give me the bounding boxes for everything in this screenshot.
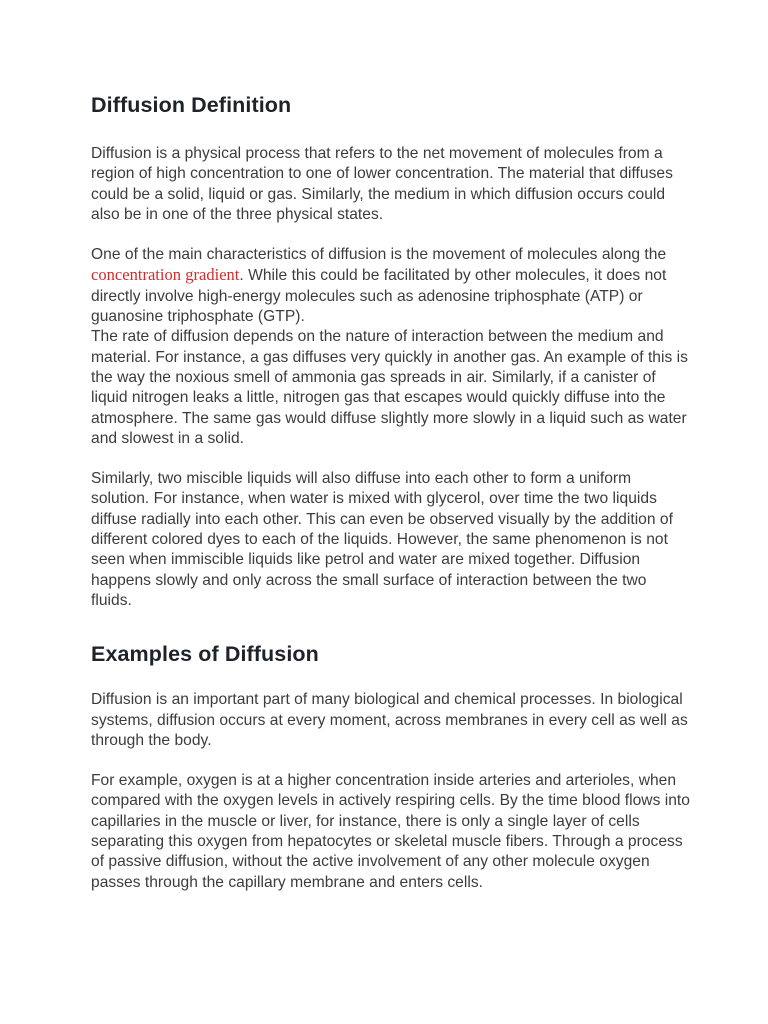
paragraph-characteristics-text-end: . While this could be facilitated by other molecules, it does not directly involve high-energy molecules such as adenosine triphosphate (ATP) or guanosine triphosphate (GTP). [91, 267, 667, 326]
paragraph-oxygen-example: For example, oxygen is at a higher concentration inside arteries and arterioles, when compared with the oxygen levels in actively respiring cells. By the time blood flows into capillaries in the muscle or liver, for instance, there is only a single layer of cells separating this oxygen from hepatocytes or skeletal muscle fibers. Through a process of passive diffusion, without the active involvement of any other molecule oxygen passes through the capillary membrane and enters cells. [91, 772, 690, 891]
paragraph-examples-intro: Diffusion is an important part of many biological and chemical processes. In biological systems, diffusion occurs at every moment, across membranes in every cell as well as through the body. [91, 691, 688, 749]
section-examples-heading-wrap [91, 637, 691, 690]
paragraph-characteristics-text-start: One of the main characteristics of diffusion is the movement of molecules along the [91, 246, 667, 264]
section-heading-diffusion-definition: Diffusion Definition [91, 93, 292, 117]
paragraph-definition-intro: Diffusion is a physical process that refers to the net movement of molecules from a region of high concentration to one of lower concentration. The material that diffuses could be a solid, liquid or gas. Similarly, the medium in which diffusion occurs could also be in one of the three physical states. [91, 145, 673, 223]
paragraph-characteristics [91, 245, 691, 327]
concentration-gradient-link[interactable]: concentration gradient [91, 265, 240, 285]
paragraph-rate-of-diffusion: The rate of diffusion depends on the nature of interaction between the medium and material. For instance, a gas diffuses very quickly in another gas. An example of this is the way the noxious smell of ammonia gas spreads in air. Similarly, if a canister of liquid nitrogen leaks a little, nitrogen gas that escapes would quickly diffuse into the atmosphere. The same gas would diffuse slightly more slowly in a liquid such as water and slowest in a solid. [91, 328, 688, 447]
section-definition-heading-wrap [91, 88, 691, 144]
section-heading-examples-of-diffusion: Examples of Diffusion [91, 642, 319, 667]
paragraph-miscible-liquids: Similarly, two miscible liquids will also diffuse into each other to form a uniform solution. For instance, when water is mixed with glycerol, over time the two liquids diffuse radially into each other. This can even be observed visually by the addition of different colored dyes to each of the liquids. However, the same phenomenon is not seen when immiscible liquids like petrol and water are mixed together. Diffusion happens slowly and only across the small surface of interaction between the two fluids. [91, 470, 673, 609]
document-page [91, 88, 691, 893]
